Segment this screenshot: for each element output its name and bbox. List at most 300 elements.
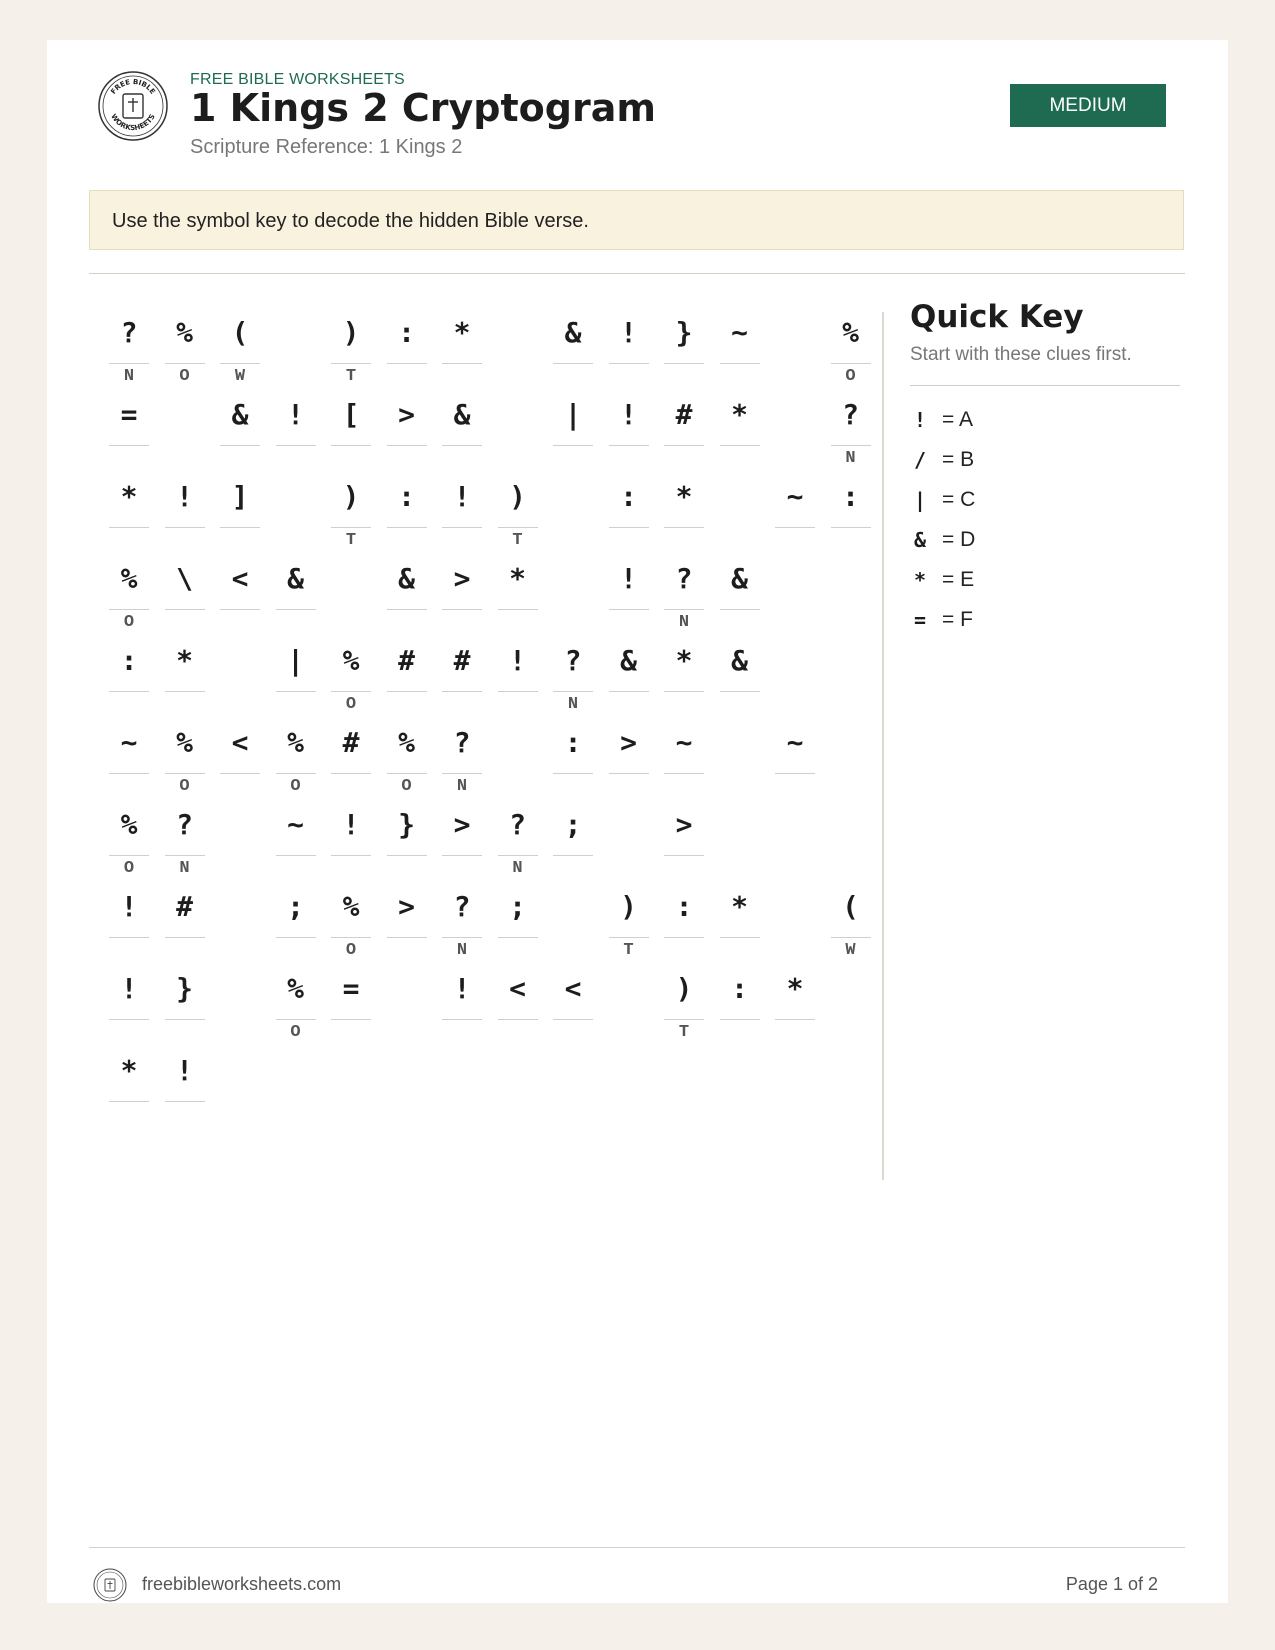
footer-website: freebibleworksheets.com <box>142 1574 342 1594</box>
cipher-cell[interactable] <box>220 305 260 391</box>
letter-hint: W <box>845 941 856 960</box>
cipher-cell[interactable] <box>664 879 704 965</box>
answer-blank[interactable] <box>276 445 316 446</box>
cipher-cell[interactable] <box>442 633 482 719</box>
answer-blank[interactable] <box>387 773 427 774</box>
answer-blank[interactable] <box>220 609 260 610</box>
answer-blank[interactable] <box>498 691 538 692</box>
cipher-symbol: < <box>231 562 249 595</box>
answer-blank[interactable] <box>331 363 371 364</box>
answer-blank[interactable] <box>553 363 593 364</box>
scripture-reference: Scripture Reference: 1 Kings 2 <box>190 136 463 158</box>
cipher-cell[interactable] <box>664 633 704 719</box>
cipher-symbol: ~ <box>786 726 804 759</box>
cipher-symbol: ~ <box>120 726 138 759</box>
cipher-cell[interactable] <box>220 469 260 555</box>
quick-key-symbol: ! <box>913 408 927 432</box>
cipher-symbol: ) <box>509 480 526 513</box>
answer-blank[interactable] <box>664 937 704 938</box>
answer-blank[interactable] <box>109 609 149 610</box>
quick-key-item <box>910 440 1180 480</box>
cipher-symbol: % <box>287 726 304 759</box>
cipher-symbol: * <box>675 644 693 677</box>
answer-blank[interactable] <box>387 937 427 938</box>
answer-blank[interactable] <box>831 363 871 364</box>
cipher-symbol: * <box>731 398 748 431</box>
answer-blank[interactable] <box>775 773 815 774</box>
cipher-cell[interactable] <box>276 879 316 965</box>
cipher-cell[interactable] <box>775 469 815 555</box>
brand-label: FREE BIBLE WORKSHEETS <box>190 71 405 88</box>
cipher-cell[interactable] <box>387 633 427 719</box>
quick-key-symbol: / <box>913 448 927 472</box>
letter-hint: O <box>290 1023 301 1042</box>
cipher-cell[interactable] <box>720 551 760 637</box>
answer-blank[interactable] <box>109 445 149 446</box>
cipher-cell[interactable] <box>109 879 149 965</box>
cipher-symbol: ! <box>453 480 471 513</box>
cipher-cell[interactable] <box>109 387 149 473</box>
cipher-cell[interactable] <box>331 961 371 1047</box>
cipher-symbol: | <box>287 644 304 677</box>
cipher-cell[interactable] <box>775 961 815 1047</box>
answer-blank[interactable] <box>442 773 482 774</box>
cipher-symbol: ? <box>509 808 526 841</box>
cipher-symbol: = <box>342 972 360 1005</box>
answer-blank[interactable] <box>165 609 205 610</box>
letter-hint: T <box>345 531 357 550</box>
column-divider <box>882 312 884 1180</box>
cipher-cell[interactable] <box>276 715 316 801</box>
worksheet-page <box>47 40 1228 1603</box>
cipher-cell[interactable] <box>831 879 871 965</box>
cipher-cell[interactable] <box>165 1043 205 1129</box>
cipher-cell[interactable] <box>609 387 649 473</box>
cipher-cell[interactable] <box>220 715 260 801</box>
answer-blank[interactable] <box>664 855 704 856</box>
answer-blank[interactable] <box>276 855 316 856</box>
cipher-cell[interactable] <box>165 797 205 883</box>
answer-blank[interactable] <box>165 773 205 774</box>
answer-blank[interactable] <box>720 363 760 364</box>
cipher-cell[interactable] <box>553 633 593 719</box>
cipher-symbol: [ <box>342 398 360 431</box>
cipher-symbol: ! <box>176 1054 193 1087</box>
answer-blank[interactable] <box>609 609 649 610</box>
answer-blank[interactable] <box>165 855 205 856</box>
cipher-symbol: & <box>731 644 748 677</box>
cipher-symbol: % <box>120 808 138 841</box>
cipher-symbol: * <box>509 562 526 595</box>
cipher-cell[interactable] <box>387 715 427 801</box>
cipher-cell[interactable] <box>387 469 427 555</box>
answer-blank[interactable] <box>498 609 538 610</box>
cipher-cell[interactable] <box>331 633 371 719</box>
cipher-symbol: & <box>731 562 748 595</box>
cipher-symbol: ? <box>842 398 859 431</box>
answer-blank[interactable] <box>553 691 593 692</box>
cipher-symbol: > <box>620 726 637 759</box>
answer-blank[interactable] <box>276 609 316 610</box>
answer-blank[interactable] <box>664 691 704 692</box>
cipher-cell[interactable] <box>775 715 815 801</box>
answer-blank[interactable] <box>220 363 260 364</box>
answer-blank[interactable] <box>664 1019 704 1020</box>
answer-blank[interactable] <box>553 773 593 774</box>
logo-text-bottom: WORKSHEETS <box>109 112 157 133</box>
answer-blank[interactable] <box>442 691 482 692</box>
answer-blank[interactable] <box>831 527 871 528</box>
answer-blank[interactable] <box>331 691 371 692</box>
answer-blank[interactable] <box>442 527 482 528</box>
cipher-cell[interactable] <box>664 797 704 883</box>
quick-key-symbol: = <box>913 608 927 632</box>
cipher-cell[interactable] <box>442 469 482 555</box>
cipher-cell[interactable] <box>220 387 260 473</box>
letter-hint: N <box>678 613 690 632</box>
cipher-cell[interactable] <box>331 387 371 473</box>
cipher-symbol: % <box>342 890 360 923</box>
cipher-symbol: : <box>675 890 693 923</box>
answer-blank[interactable] <box>442 445 482 446</box>
answer-blank[interactable] <box>331 1019 371 1020</box>
cipher-symbol: ] <box>231 480 249 513</box>
cipher-cell[interactable] <box>165 633 205 719</box>
cipher-cell[interactable] <box>387 797 427 883</box>
cipher-symbol: < <box>509 972 526 1005</box>
cipher-cell[interactable] <box>720 633 760 719</box>
cipher-symbol: * <box>786 972 804 1005</box>
answer-blank[interactable] <box>609 363 649 364</box>
cipher-symbol: # <box>675 398 693 431</box>
cipher-symbol: ) <box>342 480 360 513</box>
answer-blank[interactable] <box>553 1019 593 1020</box>
answer-blank[interactable] <box>331 937 371 938</box>
letter-hint: N <box>512 859 523 878</box>
answer-blank[interactable] <box>276 691 316 692</box>
cipher-cell[interactable] <box>165 715 205 801</box>
cipher-cell[interactable] <box>553 797 593 883</box>
cipher-cell[interactable] <box>442 797 482 883</box>
cipher-symbol: * <box>675 480 693 513</box>
answer-blank[interactable] <box>498 1019 538 1020</box>
cipher-symbol: ~ <box>675 726 693 759</box>
cipher-cell[interactable] <box>220 551 260 637</box>
cipher-cell[interactable] <box>831 469 871 555</box>
answer-blank[interactable] <box>387 609 427 610</box>
cipher-symbol: * <box>453 316 471 349</box>
cipher-cell[interactable] <box>109 633 149 719</box>
cipher-cell[interactable] <box>498 469 538 555</box>
cipher-cell[interactable] <box>109 797 149 883</box>
cipher-symbol: > <box>675 808 693 841</box>
cipher-symbol: % <box>398 726 415 759</box>
cipher-cell[interactable] <box>609 469 649 555</box>
letter-hint: N <box>456 941 468 960</box>
cipher-cell[interactable] <box>331 715 371 801</box>
cipher-cell[interactable] <box>609 715 649 801</box>
cipher-symbol: % <box>176 726 193 759</box>
answer-blank[interactable] <box>664 527 704 528</box>
answer-blank[interactable] <box>664 445 704 446</box>
answer-blank[interactable] <box>553 445 593 446</box>
cipher-symbol: # <box>176 890 193 923</box>
cipher-cell[interactable] <box>664 551 704 637</box>
cipher-symbol: * <box>120 1054 138 1087</box>
answer-blank[interactable] <box>165 527 205 528</box>
answer-blank[interactable] <box>276 773 316 774</box>
cipher-symbol: ! <box>287 398 304 431</box>
answer-blank[interactable] <box>831 937 871 938</box>
cipher-symbol: & <box>287 562 304 595</box>
quick-key-item <box>910 560 1180 600</box>
cipher-cell[interactable] <box>331 797 371 883</box>
cipher-cell[interactable] <box>664 305 704 391</box>
answer-blank[interactable] <box>720 609 760 610</box>
cipher-cell[interactable] <box>331 305 371 391</box>
cipher-cell[interactable] <box>165 551 205 637</box>
answer-blank[interactable] <box>165 1101 205 1102</box>
cipher-cell[interactable] <box>831 305 871 391</box>
cipher-symbol: \ <box>176 562 193 595</box>
answer-blank[interactable] <box>442 855 482 856</box>
letter-hint: N <box>179 859 190 878</box>
letter-hint: N <box>123 367 135 386</box>
quick-key-title: Quick Key <box>910 299 1084 335</box>
cipher-symbol: : <box>398 480 415 513</box>
answer-blank[interactable] <box>720 691 760 692</box>
cipher-symbol: } <box>675 316 693 349</box>
answer-blank[interactable] <box>331 445 371 446</box>
answer-blank[interactable] <box>276 937 316 938</box>
letter-hint: T <box>678 1023 690 1042</box>
cipher-symbol: & <box>564 316 582 349</box>
answer-blank[interactable] <box>165 937 205 938</box>
cipher-cell[interactable] <box>664 387 704 473</box>
cipher-cell[interactable] <box>109 551 149 637</box>
cipher-symbol: ; <box>564 808 582 841</box>
answer-blank[interactable] <box>609 445 649 446</box>
cipher-cell[interactable] <box>442 551 482 637</box>
answer-blank[interactable] <box>831 445 871 446</box>
answer-blank[interactable] <box>387 855 427 856</box>
cipher-cell[interactable] <box>387 387 427 473</box>
answer-blank[interactable] <box>387 363 427 364</box>
answer-blank[interactable] <box>109 855 149 856</box>
answer-blank[interactable] <box>220 527 260 528</box>
answer-blank[interactable] <box>109 773 149 774</box>
letter-hint: O <box>123 859 135 878</box>
cipher-cell[interactable] <box>609 305 649 391</box>
answer-blank[interactable] <box>720 937 760 938</box>
cipher-cell[interactable] <box>498 551 538 637</box>
cipher-cell[interactable] <box>664 715 704 801</box>
cipher-symbol: = <box>120 398 138 431</box>
cipher-cell[interactable] <box>553 305 593 391</box>
cipher-cell[interactable] <box>498 797 538 883</box>
quick-key-symbol: * <box>913 568 927 592</box>
answer-blank[interactable] <box>664 609 704 610</box>
cipher-cell[interactable] <box>276 387 316 473</box>
answer-blank[interactable] <box>609 527 649 528</box>
letter-hint: T <box>345 367 357 386</box>
cipher-symbol: ~ <box>731 316 748 349</box>
cipher-symbol: : <box>842 480 859 513</box>
answer-blank[interactable] <box>387 445 427 446</box>
cipher-symbol: % <box>176 316 193 349</box>
cipher-cell[interactable] <box>553 387 593 473</box>
cipher-symbol: # <box>342 726 360 759</box>
cipher-cell[interactable] <box>165 961 205 1047</box>
cipher-symbol: # <box>453 644 471 677</box>
cipher-cell[interactable] <box>609 879 649 965</box>
cipher-cell[interactable] <box>498 633 538 719</box>
cipher-cell[interactable] <box>331 879 371 965</box>
cipher-symbol: < <box>231 726 249 759</box>
cipher-cell[interactable] <box>609 551 649 637</box>
answer-blank[interactable] <box>220 773 260 774</box>
answer-blank[interactable] <box>165 691 205 692</box>
cipher-cell[interactable] <box>498 879 538 965</box>
answer-blank[interactable] <box>775 527 815 528</box>
answer-blank[interactable] <box>331 527 371 528</box>
cipher-symbol: & <box>620 644 637 677</box>
cipher-cell[interactable] <box>165 305 205 391</box>
letter-hint: T <box>512 531 523 550</box>
cipher-symbol: < <box>564 972 582 1005</box>
answer-blank[interactable] <box>498 937 538 938</box>
cipher-cell[interactable] <box>276 551 316 637</box>
cipher-cell[interactable] <box>109 305 149 391</box>
cipher-symbol: ) <box>675 972 693 1005</box>
cipher-cell[interactable] <box>720 305 760 391</box>
answer-blank[interactable] <box>442 937 482 938</box>
answer-blank[interactable] <box>442 1019 482 1020</box>
cipher-cell[interactable] <box>109 715 149 801</box>
answer-blank[interactable] <box>775 1019 815 1020</box>
cipher-symbol: ( <box>231 316 249 349</box>
footer-divider <box>89 1547 1185 1548</box>
cipher-cell[interactable] <box>720 387 760 473</box>
cipher-cell[interactable] <box>276 797 316 883</box>
cipher-cell[interactable] <box>720 961 760 1047</box>
cipher-cell[interactable] <box>442 715 482 801</box>
cipher-cell[interactable] <box>664 469 704 555</box>
answer-blank[interactable] <box>276 1019 316 1020</box>
cipher-cell[interactable] <box>498 961 538 1047</box>
cipher-symbol: * <box>120 480 138 513</box>
cipher-cell[interactable] <box>442 387 482 473</box>
answer-blank[interactable] <box>720 445 760 446</box>
cipher-symbol: ; <box>287 890 304 923</box>
cipher-symbol: % <box>287 972 304 1005</box>
cipher-cell[interactable] <box>276 961 316 1047</box>
cipher-cell[interactable] <box>387 879 427 965</box>
answer-blank[interactable] <box>109 937 149 938</box>
cipher-cell[interactable] <box>831 387 871 473</box>
cipher-symbol: > <box>453 808 471 841</box>
answer-blank[interactable] <box>498 527 538 528</box>
cipher-cell[interactable] <box>165 879 205 965</box>
cipher-cell[interactable] <box>442 961 482 1047</box>
letter-hint: O <box>845 367 856 386</box>
answer-blank[interactable] <box>109 363 149 364</box>
quick-key-letter: = C <box>942 488 976 511</box>
answer-blank[interactable] <box>442 363 482 364</box>
cipher-symbol: ! <box>509 644 526 677</box>
page-number: Page 1 of 2 <box>1065 1574 1158 1594</box>
cipher-symbol: ? <box>453 890 471 923</box>
cipher-cell[interactable] <box>276 633 316 719</box>
cipher-cell[interactable] <box>165 469 205 555</box>
cipher-symbol: ? <box>453 726 471 759</box>
answer-blank[interactable] <box>109 527 149 528</box>
cipher-symbol: ( <box>842 890 859 923</box>
answer-blank[interactable] <box>664 363 704 364</box>
answer-blank[interactable] <box>109 1101 149 1102</box>
cipher-cell[interactable] <box>664 961 704 1047</box>
answer-blank[interactable] <box>609 937 649 938</box>
cipher-cell[interactable] <box>387 551 427 637</box>
answer-blank[interactable] <box>609 691 649 692</box>
cipher-symbol: * <box>731 890 748 923</box>
cipher-cell[interactable] <box>442 305 482 391</box>
cipher-cell[interactable] <box>609 633 649 719</box>
cipher-cell[interactable] <box>553 961 593 1047</box>
quick-key-item <box>910 600 1180 640</box>
cipher-cell[interactable] <box>331 469 371 555</box>
difficulty-badge: MEDIUM <box>1010 84 1166 127</box>
cipher-cell[interactable] <box>109 469 149 555</box>
cipher-symbol: : <box>120 644 138 677</box>
cipher-symbol: : <box>731 972 748 1005</box>
cipher-symbol: } <box>398 808 415 841</box>
answer-blank[interactable] <box>387 691 427 692</box>
answer-blank[interactable] <box>165 363 205 364</box>
cipher-cell[interactable] <box>720 879 760 965</box>
answer-blank[interactable] <box>331 855 371 856</box>
answer-blank[interactable] <box>720 1019 760 1020</box>
letter-hint: T <box>623 941 634 960</box>
cipher-symbol: > <box>453 562 471 595</box>
cipher-symbol: : <box>564 726 582 759</box>
cipher-symbol: } <box>176 972 193 1005</box>
cipher-symbol: ? <box>176 808 193 841</box>
answer-blank[interactable] <box>220 445 260 446</box>
answer-blank[interactable] <box>442 609 482 610</box>
answer-blank[interactable] <box>387 527 427 528</box>
answer-blank[interactable] <box>609 773 649 774</box>
answer-blank[interactable] <box>498 855 538 856</box>
quick-key-subtitle: Start with these clues first. <box>910 344 1132 365</box>
cipher-cell[interactable] <box>109 961 149 1047</box>
cipher-symbol: ! <box>176 480 193 513</box>
answer-blank[interactable] <box>109 691 149 692</box>
cipher-cell[interactable] <box>442 879 482 965</box>
cipher-symbol: ) <box>620 890 637 923</box>
quick-key-item <box>910 520 1180 560</box>
answer-blank[interactable] <box>331 773 371 774</box>
cipher-cell[interactable] <box>109 1043 149 1129</box>
cipher-cell[interactable] <box>553 715 593 801</box>
answer-blank[interactable] <box>553 855 593 856</box>
answer-blank[interactable] <box>109 1019 149 1020</box>
answer-blank[interactable] <box>165 1019 205 1020</box>
answer-blank[interactable] <box>664 773 704 774</box>
cipher-symbol: ! <box>120 890 138 923</box>
cipher-symbol: # <box>398 644 415 677</box>
cipher-cell[interactable] <box>387 305 427 391</box>
